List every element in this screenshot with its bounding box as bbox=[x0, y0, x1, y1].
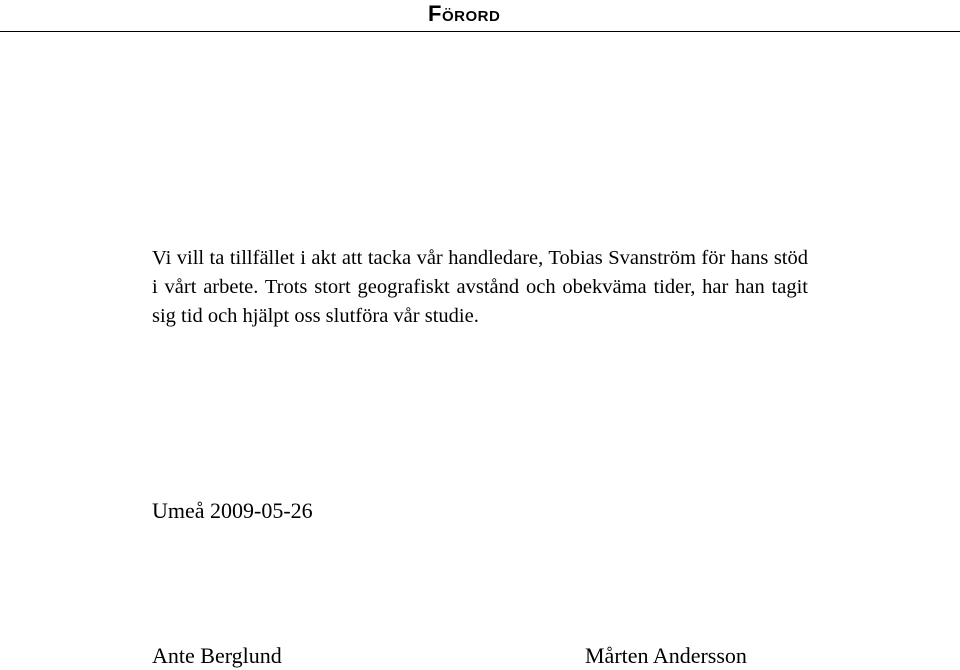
acknowledgement-paragraph: Vi vill ta tillfället i akt att tacka vår handledare, Tobias Svanström för hans stöd i vårt arbete. Trots stort geografiskt avstånd och obekväma tider, har han tagit sig tid och hjälpt oss slutföra vår studie. bbox=[152, 247, 808, 327]
heading-divider bbox=[0, 31, 960, 32]
signature-name-1: Ante Berglund bbox=[152, 643, 282, 668]
place-and-date: Umeå 2009-05-26 bbox=[152, 498, 313, 523]
page-heading: Förord bbox=[428, 1, 501, 26]
signature-name-2: Mårten Andersson bbox=[585, 643, 747, 668]
